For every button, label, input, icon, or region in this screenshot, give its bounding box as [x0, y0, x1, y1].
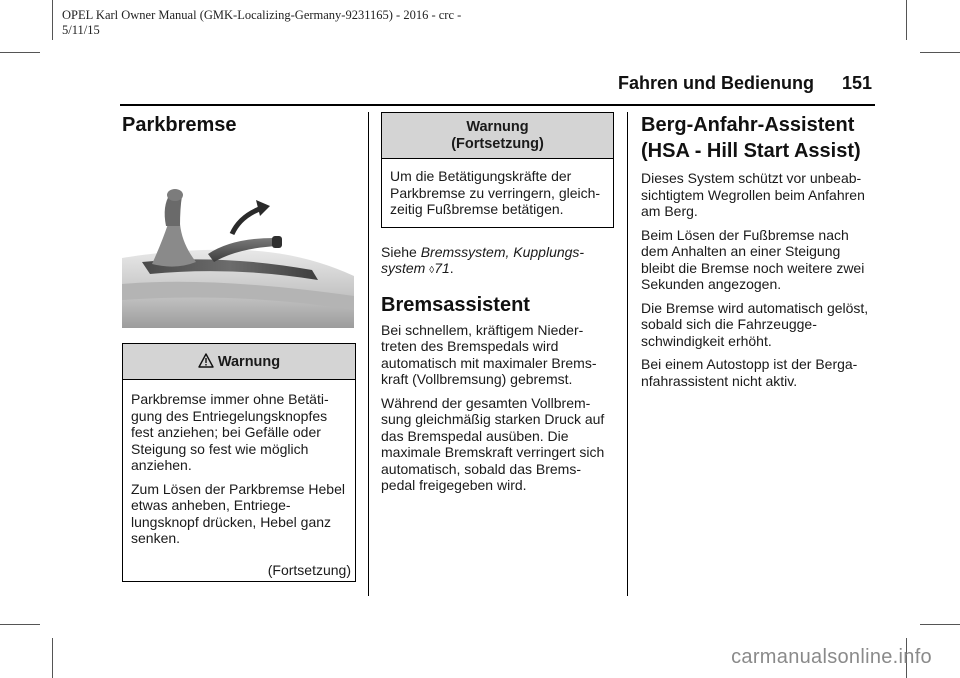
- cross-reference-link[interactable]: Bremssystem, Kupplungs- system: [381, 243, 585, 276]
- warning-body: [123, 380, 355, 558]
- warning-title-continued: (Fortsetzung): [451, 136, 544, 152]
- middle-column: [381, 112, 613, 501]
- right-column: [641, 112, 873, 396]
- warning-title: Warnung: [217, 354, 281, 370]
- section-title: Fahren und Bedienung: [617, 73, 814, 93]
- section-heading-parkbremse: Parkbremse: [122, 114, 237, 136]
- warning-body: [382, 159, 613, 227]
- see-suffix: .: [449, 260, 454, 276]
- body-paragraph: Beim Lösen der Fußbremse nach dem Anhalten an einer Steigung bleibt die Bremse noch weitere zwei Sekunden angezogen.: [641, 226, 865, 292]
- parking-brake-illustration: [122, 188, 354, 328]
- section-heading-bremsassistent: Bremsassistent: [381, 293, 530, 316]
- body-paragraph: Dieses System schützt vor unbeab- sichtigtem Wegrollen beim Anfahren am Berg.: [641, 170, 865, 219]
- warning-header: [123, 344, 355, 380]
- meta-line-1: OPEL Karl Owner Manual (GMK-Localizing-Germany-9231165) - 2016 - crc -: [62, 8, 462, 22]
- page-number: 151: [841, 73, 872, 93]
- heading-line-1: Berg-Anfahr-Assistent: [641, 114, 855, 136]
- header-rule: [120, 104, 875, 106]
- section-heading-hsa: [641, 112, 873, 164]
- warning-paragraph: Zum Lösen der Parkbremse Hebel etwas anheben, Entriege- lungsknopf drücken, Hebel ganz senken.: [131, 480, 345, 546]
- continuation-note: (Fortsetzung): [267, 561, 351, 578]
- watermark: carmanualsonline.info: [731, 646, 932, 668]
- document-meta: [62, 8, 461, 38]
- warning-title: Warnung: [466, 119, 529, 135]
- left-column: [122, 112, 354, 578]
- warning-triangle-icon: [198, 353, 214, 368]
- column-divider: [627, 112, 628, 596]
- warning-box-continued: [381, 112, 614, 228]
- cross-reference-page[interactable]: 71: [434, 260, 450, 276]
- body-paragraph: Während der gesamten Vollbrem- sung gleichmäßig starken Druck auf das Bremspedal ausüben. Die maximale Bremskraft verringert sich automatisch, sobald das Brems- pedal freigegeben wird.: [381, 394, 605, 493]
- crop-mark: [0, 52, 40, 53]
- see-reference: [381, 244, 613, 280]
- crop-mark: [920, 52, 960, 53]
- crop-mark: [52, 0, 53, 40]
- page-reference-icon: ◊: [429, 265, 435, 276]
- meta-line-2: 5/11/15: [62, 23, 100, 37]
- crop-mark: [0, 624, 40, 625]
- crop-mark: [906, 0, 907, 40]
- warning-paragraph: Parkbremse immer ohne Betäti- gung des Entriegelungsknopfes fest anziehen; bei Gefälle oder Steigung so fest wie möglich anziehen.: [131, 391, 329, 473]
- warning-box-parkbremse: [122, 343, 356, 582]
- body-paragraph: Bei schnellem, kräftigem Nieder- treten des Bremspedals wird automatisch mit maximaler Brems- kraft (Vollbremsung) gebremst.: [381, 321, 597, 387]
- crop-mark: [920, 624, 960, 625]
- crop-mark: [52, 638, 53, 678]
- see-prefix: Siehe: [381, 243, 421, 260]
- warning-header: [382, 113, 613, 159]
- body-paragraph: Die Bremse wird automatisch gelöst, sobald sich die Fahrzeugge- schwindigkeit erhöht.: [641, 299, 869, 349]
- heading-line-2: (HSA - Hill Start Assist): [641, 140, 861, 162]
- column-divider: [368, 112, 369, 596]
- body-paragraph: Bei einem Autostopp ist der Berga- nfahrassistent nicht aktiv.: [641, 356, 858, 389]
- running-head: [618, 73, 872, 94]
- warning-paragraph: Um die Betätigungskräfte der Parkbremse zu verringern, gleich- zeitig Fußbremse betätigen.: [390, 168, 601, 217]
